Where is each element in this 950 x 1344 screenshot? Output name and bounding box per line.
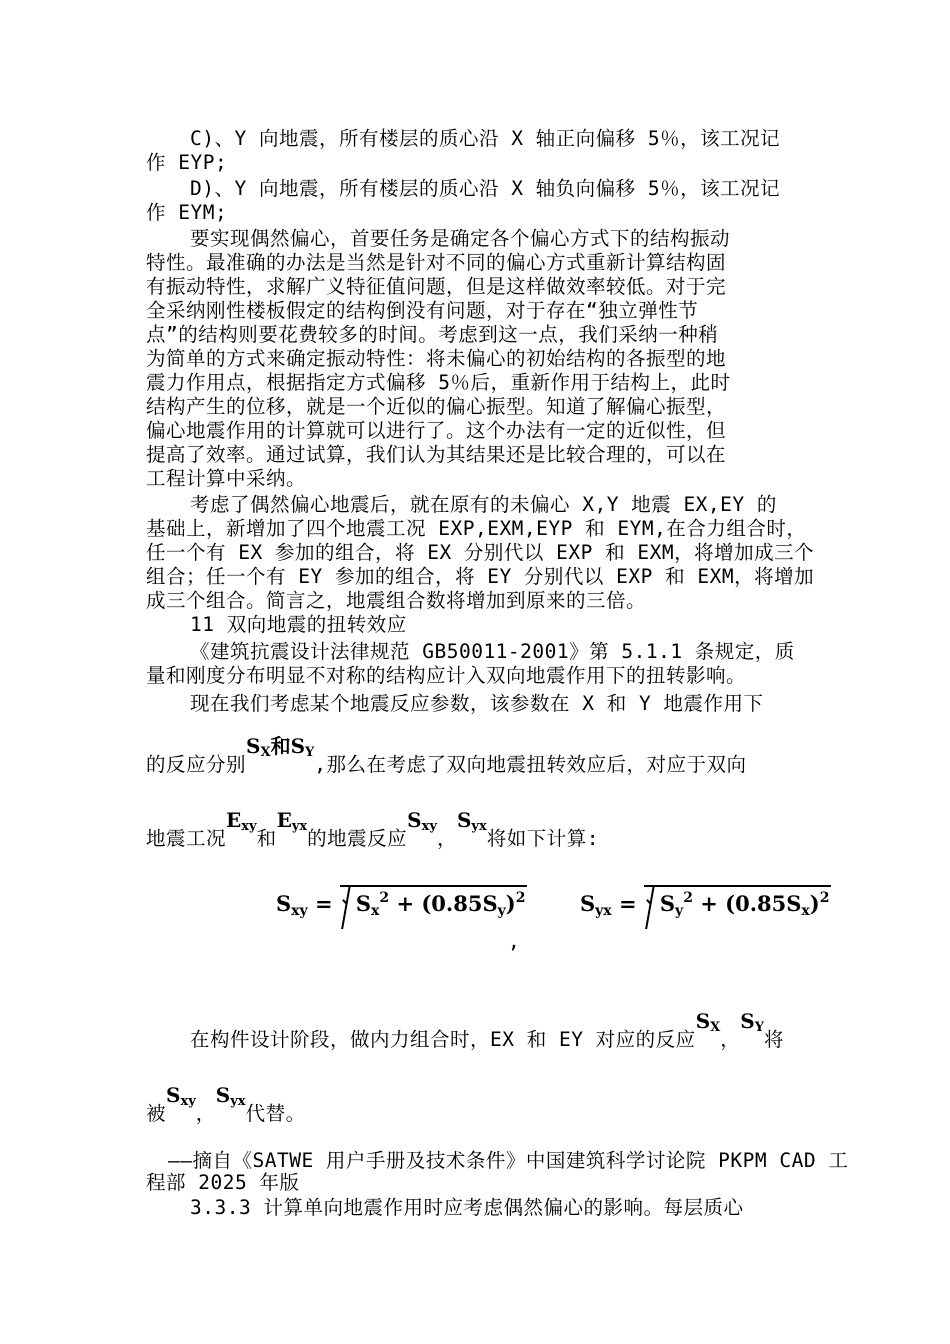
text-line: 提高了效率。通过试算，我们认为其结果还是比较合理的，可以在 [146,443,727,466]
text-line: C)、Y 向地震，所有楼层的质心沿 X 轴正向偏移 5％，该工况记 [190,127,781,150]
math-sy: $S_Y$ [290,734,315,760]
text-line: 基础上，新增加了四个地震工况 EXP,EXM,EYP 和 EYM,在合力组合时， [146,517,807,540]
formula-separator: , [508,930,521,953]
text-line-with-math: 地震工况$E_{xy}$和$E_{yx}$的地震反应$S_{xy}$，$S_{yx}$将如下计算: [146,808,599,850]
text-line: 成三个组合。简言之，地震组合数将增加到原来的三倍。 [146,589,647,612]
text-line: 量和刚度分布明显不对称的结构应计入双向地震作用下的扭转影响。 [146,664,747,687]
math-exy: $E_{xy}$ [226,808,257,834]
source-citation: 程部 2025 年版 [146,1171,300,1194]
text-line: 组合；任一个有 EY 参加的组合，将 EY 分别代以 EXP 和 EXM，将增加 [146,565,815,588]
text-line: 工程计算中采纳。 [146,467,307,490]
text-line: 《建筑抗震设计法律规范 GB50011-2001》第 5.1.1 条规定，质 [190,640,795,663]
source-citation: ——摘自《SATWE 用户手册及技术条件》中国建筑科学讨论院 PKPM CAD 工 [168,1149,849,1172]
text-line-with-math: 的反应分别$S_X$和$S_Y$,那么在考虑了双向地震扭转效应后，对应于双向 [146,734,747,776]
text-line-with-math: 在构件设计阶段，做内力组合时，EX 和 EY 对应的反应$S_X$，$S_Y$将 [190,1009,784,1051]
text-line: 结构产生的位移，就是一个近似的偏心振型。知道了解偏心振型， [146,395,727,418]
text-line: 考虑了偶然偏心地震后，就在原有的未偏心 X,Y 地震 EX,EY 的 [190,493,777,516]
sqrt-sign-icon: $S_x^2 + (0.85S_y)^2$ [340,885,528,919]
section-heading: 11 双向地震的扭转效应 [190,613,407,636]
math-sxy: $S_{xy}$ [166,1083,196,1109]
math-and: 和 [270,734,291,758]
math-sx: $S_X$ [246,734,271,760]
text-line: 现在我们考虑某个地震反应参数，该参数在 X 和 Y 地震作用下 [190,692,764,715]
text-line-with-math: 被$S_{xy}$，$S_{yx}$代替。 [146,1083,306,1125]
text-line: 要实现偶然偏心，首要任务是确定各个偏心方式下的结构振动 [190,227,731,250]
text-line: 震力作用点，根据指定方式偏移 5％后，重新作用于结构上，此时 [146,371,731,394]
sqrt-sign-icon: $S_y^2 + (0.85S_x)^2$ [644,885,832,919]
math-sx: $S_X$ [695,1009,721,1035]
math-syx: $S_{yx}$ [456,808,487,834]
text-line: 点”的结构则要花费较多的时间。考虑到这一点，我们采纳一种稍 [146,323,719,346]
text-line: D)、Y 向地震，所有楼层的质心沿 X 轴负向偏移 5％，该工况记 [190,177,781,200]
text-line: 有振动特性，求解广义特征值问题，但是这样做效率较低。对于完 [146,275,727,298]
text-line: 特性。最准确的办法是当然是针对不同的偏心方式重新计算结构固 [146,251,727,274]
math-sy: $S_Y$ [740,1009,764,1035]
math-syx: $S_{yx}$ [215,1083,246,1109]
text-line: 为简单的方式来确定振动特性：将未偏心的初始结构的各振型的地 [146,347,727,370]
formula-sxy: $S_{xy} = S_x^2 + (0.85S_y)^2$ [276,885,527,919]
text-line: 任一个有 EX 参加的组合，将 EX 分别代以 EXP 和 EXM，将增加成三个 [146,541,815,564]
math-sxy: $S_{xy}$ [407,808,437,834]
formula-syx: $S_{yx} = S_y^2 + (0.85S_x)^2$ [580,885,831,919]
math-eyx: $E_{yx}$ [276,808,308,834]
text-line: 作 EYM; [146,201,228,224]
text-line: 作 EYP; [146,151,228,174]
text-line: 3.3.3 计算单向地震作用时应考虑偶然偏心的影响。每层质心 [190,1196,744,1219]
text-line: 偏心地震作用的计算就可以进行了。这个办法有一定的近似性，但 [146,419,727,442]
text-line: 全采纳刚性楼板假定的结构倒没有问题，对于存在“独立弹性节 [146,299,699,322]
